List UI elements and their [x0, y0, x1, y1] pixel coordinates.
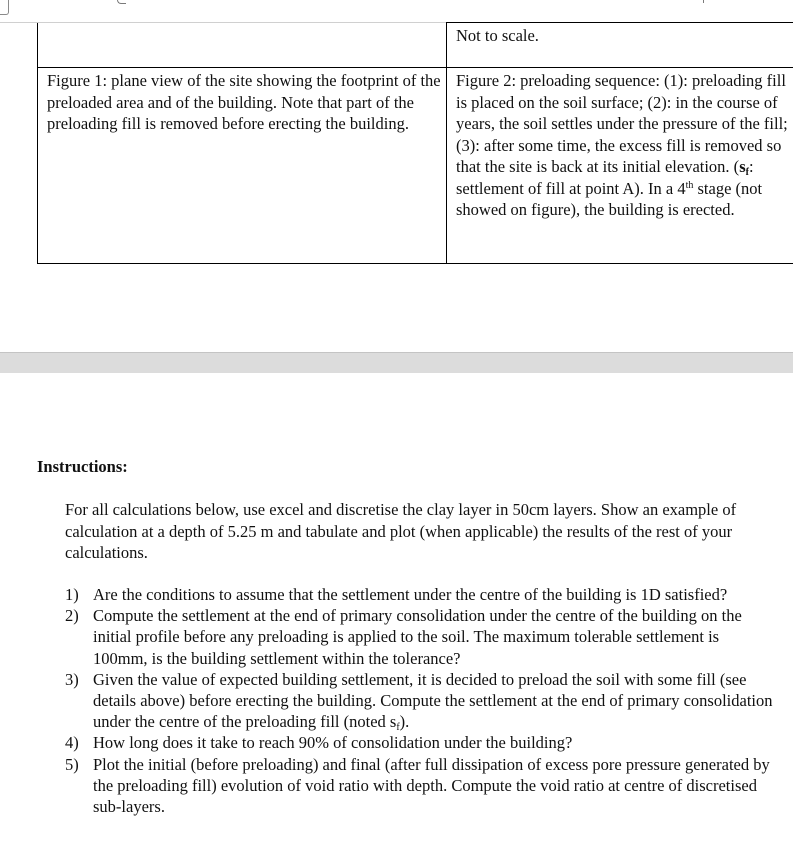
list-item — [65, 584, 775, 605]
task-list — [65, 584, 775, 817]
task-text-subscript: f — [396, 722, 400, 734]
scale-note: Not to scale. — [447, 23, 793, 68]
task-number: 4) — [65, 733, 79, 753]
table-row — [38, 68, 793, 264]
instructions-heading: Instructions: — [37, 457, 128, 476]
figure2-superscript: th — [685, 179, 694, 191]
figure2-caption-part3: stage (not showed on figure), the building is erected. — [456, 178, 763, 219]
figure2-symbol: s — [739, 157, 746, 176]
task-text: How long does it take to reach 90% of consolidation under the building? — [93, 733, 573, 753]
task-text: Plot the initial (before preloading) and final (after full dissipation of excess pore pressure generated by the preloading fill) evolution of void ratio with depth. Compute the void ratio at centre of discretised sub-layers. — [93, 754, 770, 817]
task-text-part2: ). — [399, 712, 410, 732]
list-item — [65, 605, 775, 669]
toolbar-mark-left — [117, 0, 126, 4]
task-text: Compute the settlement at the end of primary consolidation under the centre of the building on the initial profile before any preloading is applied to the soil. The maximum tolerable settlement is 100mm, is the building settlement within the tolerance? — [93, 606, 742, 668]
figure1-caption: Figure 1: plane view of the site showing the footprint of the preloaded area and of the building. Note that part of the preloading fill is removed before erecting the building. — [38, 68, 447, 264]
figure2-symbol-subscript: f — [745, 167, 749, 178]
instructions-intro: For all calculations below, use excel and discretise the clay layer in 50cm layers. Show an example of calculation at a depth of 5.25 m and tabulate and plot (when applicable) the results of the rest of your calculations. — [65, 500, 737, 562]
task-number: 3) — [65, 669, 79, 689]
task-text-part1: Given the value of expected building settlement, it is decided to preload the soil with some fill (see details above) before erecting the building. Compute the settlement at the end of primary consolidation under the centre of the preloading fill (noted s — [93, 669, 773, 732]
figure2-caption — [447, 68, 793, 264]
figure2-caption-part1: Figure 2: preloading sequence: (1): preloading fill is placed on the soil surface; (2): in the course of years, the soil settles under the pressure of the fill; (3): after some time, the excess fill is removed so that the site is back at its initial elevation. ( — [456, 71, 788, 176]
table-row — [38, 23, 793, 68]
task-text — [93, 669, 775, 733]
list-item — [65, 669, 775, 733]
task-number: 2) — [65, 606, 79, 626]
list-item — [65, 732, 775, 753]
toolbar-edge-fragment — [0, 0, 9, 15]
task-number: 5) — [65, 754, 79, 774]
page-separator — [0, 352, 793, 373]
toolbar-mark-right — [703, 0, 704, 3]
figure2-caption-part2: : settlement of fill at point A). In a 4 — [456, 157, 754, 198]
toolbar-strip — [0, 0, 793, 23]
task-text: Are the conditions to assume that the settlement under the centre of the building is 1D satisfied? — [93, 585, 728, 604]
figure-caption-table — [37, 22, 793, 264]
task-number: 1) — [65, 585, 79, 604]
list-item — [65, 754, 775, 818]
figure1-image-cell — [38, 23, 447, 68]
